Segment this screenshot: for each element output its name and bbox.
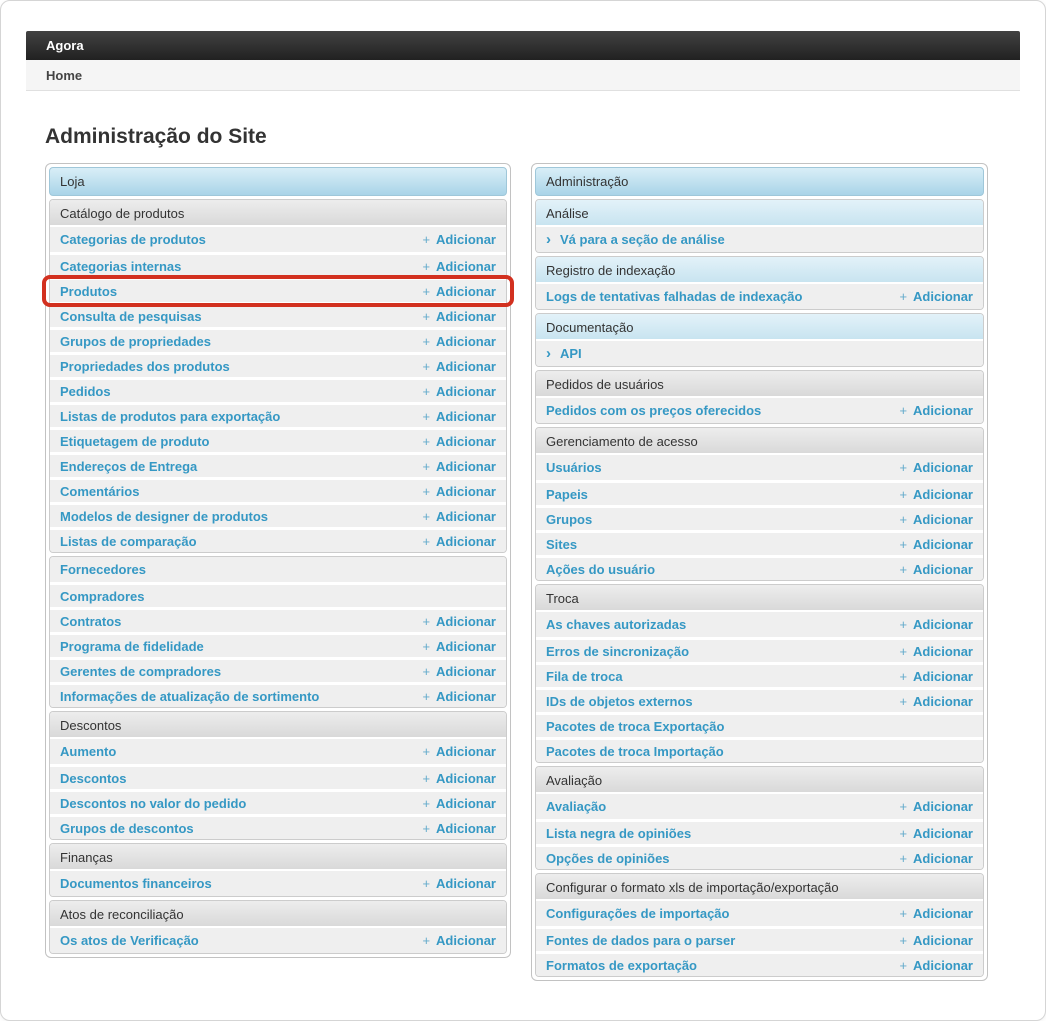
- model-link[interactable]: API: [560, 346, 582, 361]
- model-row-pacotes-de-troca-importa-o: [536, 737, 983, 762]
- model-row-grupos: [536, 505, 983, 530]
- plus-icon: +: [899, 511, 908, 527]
- plus-icon: +: [422, 433, 431, 449]
- model-link[interactable]: Erros de sincronização: [546, 643, 690, 659]
- model-link[interactable]: As chaves autorizadas: [546, 617, 687, 632]
- model-row-configura-es-de-importa-o: [536, 901, 983, 926]
- add-link[interactable]: [422, 334, 496, 349]
- panel-header-loja: Loja: [49, 167, 507, 196]
- plus-icon: +: [422, 820, 431, 836]
- add-link[interactable]: [422, 359, 496, 374]
- add-link[interactable]: [422, 534, 496, 549]
- model-row-fontes-de-dados-para-o-parser: [536, 926, 983, 951]
- model-link[interactable]: Pedidos com os preços oferecidos: [546, 403, 762, 418]
- model-row-produtos: [50, 277, 506, 302]
- model-link[interactable]: Sites: [546, 536, 578, 552]
- add-link[interactable]: [422, 796, 496, 811]
- model-row-descontos: [50, 764, 506, 789]
- add-link[interactable]: [422, 384, 496, 399]
- add-link[interactable]: [899, 562, 973, 577]
- model-row-api: [536, 341, 983, 366]
- model-link[interactable]: Usuários: [546, 460, 602, 475]
- model-row-pedidos-com-os-pre-os-oferecidos: [536, 398, 983, 423]
- plus-icon: +: [422, 458, 431, 474]
- model-link[interactable]: Papeis: [546, 486, 588, 502]
- add-label: Adicionar: [436, 383, 496, 399]
- plus-icon: +: [422, 933, 431, 948]
- model-link[interactable]: Pacotes de troca Exportação: [546, 718, 725, 734]
- add-label: Adicionar: [436, 820, 496, 836]
- section-group-pedidos-de-usu-rios: [535, 370, 984, 424]
- plus-icon: +: [422, 258, 431, 274]
- app-header-bar: [26, 31, 1020, 60]
- model-link[interactable]: Formatos de exportação: [546, 957, 697, 973]
- model-link[interactable]: Grupos de propriedades: [60, 333, 211, 349]
- add-label: Adicionar: [913, 511, 973, 527]
- add-link[interactable]: [422, 821, 496, 836]
- section-header: Gerenciamento de acesso: [536, 428, 983, 455]
- add-link[interactable]: [899, 851, 973, 866]
- model-row-fila-de-troca: [536, 662, 983, 687]
- section-group-troca: [535, 584, 984, 763]
- model-row-gerentes-de-compradores: [50, 657, 506, 682]
- add-label: Adicionar: [436, 483, 496, 499]
- model-link[interactable]: Produtos: [60, 283, 118, 299]
- add-link[interactable]: [422, 614, 496, 629]
- add-label: Adicionar: [913, 957, 973, 973]
- plus-icon: +: [899, 850, 908, 866]
- model-row-aumento: [50, 739, 506, 764]
- section-group-gerenciamento-de-acesso: [535, 427, 984, 581]
- model-link[interactable]: Pedidos: [60, 383, 111, 399]
- model-link[interactable]: Fornecedores: [60, 562, 146, 577]
- panel-administra-o: [531, 163, 988, 981]
- breadcrumb: [26, 60, 1020, 91]
- section-header: Registro de indexação: [536, 257, 983, 284]
- section-header: Avaliação: [536, 767, 983, 794]
- model-link[interactable]: Consulta de pesquisas: [60, 308, 202, 324]
- plus-icon: +: [422, 333, 431, 349]
- plus-icon: +: [899, 799, 908, 814]
- add-link[interactable]: [899, 669, 973, 684]
- model-row-grupos-de-descontos: [50, 814, 506, 839]
- section-group: [49, 556, 507, 708]
- model-row-categorias-de-produtos: [50, 227, 506, 252]
- model-row-modelos-de-designer-de-produtos: [50, 502, 506, 527]
- section-header: Catálogo de produtos: [50, 200, 506, 227]
- model-link[interactable]: Categorias de produtos: [60, 232, 206, 247]
- plus-icon: +: [422, 508, 431, 524]
- add-link[interactable]: [899, 537, 973, 552]
- plus-icon: +: [899, 932, 908, 948]
- add-label: Adicionar: [913, 617, 973, 632]
- model-link[interactable]: Descontos no valor do pedido: [60, 795, 247, 811]
- plus-icon: +: [422, 744, 431, 759]
- section-group-configurar-o-formato-xls-de-importa-o-exporta-o: [535, 873, 984, 977]
- add-link[interactable]: [422, 409, 496, 424]
- plus-icon: +: [899, 668, 908, 684]
- model-row-v-para-a-se-o-de-an-lise: [536, 227, 983, 252]
- add-label: Adicionar: [436, 770, 496, 786]
- add-link[interactable]: [422, 639, 496, 654]
- model-link[interactable]: Lista negra de opiniões: [546, 825, 692, 841]
- section-group-an-lise: [535, 199, 984, 253]
- model-row-fornecedores: [50, 557, 506, 582]
- plus-icon: +: [899, 536, 908, 552]
- model-row-lista-negra-de-opini-es: [536, 819, 983, 844]
- model-link[interactable]: Fila de troca: [546, 668, 623, 684]
- plus-icon: +: [422, 308, 431, 324]
- add-label: Adicionar: [913, 693, 973, 709]
- add-link[interactable]: [422, 509, 496, 524]
- model-link[interactable]: Gerentes de compradores: [60, 663, 222, 679]
- brand-title: Agora: [46, 38, 84, 53]
- dashboard: [1, 163, 1045, 1000]
- add-label: Adicionar: [436, 358, 496, 374]
- add-link[interactable]: [422, 933, 496, 948]
- add-link[interactable]: [899, 487, 973, 502]
- add-link[interactable]: [899, 694, 973, 709]
- add-label: Adicionar: [913, 289, 973, 304]
- model-row-programa-de-fidelidade: [50, 632, 506, 657]
- section-header: Descontos: [50, 712, 506, 739]
- model-row-informa-es-de-atualiza-o-de-sortimento: [50, 682, 506, 707]
- plus-icon: +: [422, 358, 431, 374]
- add-link[interactable]: [422, 459, 496, 474]
- model-row-compradores: [50, 582, 506, 607]
- add-link[interactable]: [422, 259, 496, 274]
- model-link[interactable]: Logs de tentativas falhadas de indexação: [546, 289, 803, 304]
- add-label: Adicionar: [436, 232, 496, 247]
- plus-icon: +: [899, 906, 908, 921]
- plus-icon: +: [422, 876, 431, 891]
- model-row-papeis: [536, 480, 983, 505]
- model-link[interactable]: Contratos: [60, 613, 122, 629]
- section-header: Análise: [536, 200, 983, 227]
- section-group-documenta-o: [535, 313, 984, 367]
- add-label: Adicionar: [436, 744, 496, 759]
- add-link[interactable]: [422, 484, 496, 499]
- plus-icon: +: [422, 232, 431, 247]
- model-row-ids-de-objetos-externos: [536, 687, 983, 712]
- plus-icon: +: [422, 770, 431, 786]
- plus-icon: +: [899, 460, 908, 475]
- add-link[interactable]: [422, 689, 496, 704]
- model-row-etiquetagem-de-produto: [50, 427, 506, 452]
- model-row-descontos-no-valor-do-pedido: [50, 789, 506, 814]
- model-link[interactable]: Documentos financeiros: [60, 876, 212, 891]
- add-label: Adicionar: [436, 333, 496, 349]
- model-row-op-es-de-opini-es: [536, 844, 983, 869]
- model-row-as-chaves-autorizadas: [536, 612, 983, 637]
- model-link[interactable]: Grupos: [546, 511, 593, 527]
- add-label: Adicionar: [436, 258, 496, 274]
- plus-icon: +: [899, 617, 908, 632]
- plus-icon: +: [422, 613, 431, 629]
- plus-icon: +: [899, 561, 908, 577]
- page-title: Administração do Site: [45, 125, 267, 148]
- breadcrumb-home-link[interactable]: Home: [46, 67, 83, 83]
- plus-icon: +: [899, 957, 908, 973]
- add-label: Adicionar: [436, 308, 496, 324]
- add-label: Adicionar: [913, 799, 973, 814]
- plus-icon: +: [422, 408, 431, 424]
- add-label: Adicionar: [913, 403, 973, 418]
- add-label: Adicionar: [913, 643, 973, 659]
- model-row-os-atos-de-verifica-o: [50, 928, 506, 953]
- add-link[interactable]: [899, 617, 973, 632]
- section-group-finan-as: [49, 843, 507, 897]
- model-row-documentos-financeiros: [50, 871, 506, 896]
- model-row-listas-de-produtos-para-exporta-o: [50, 402, 506, 427]
- plus-icon: +: [422, 688, 431, 704]
- model-link[interactable]: IDs de objetos externos: [546, 693, 693, 709]
- add-label: Adicionar: [913, 932, 973, 948]
- model-row-grupos-de-propriedades: [50, 327, 506, 352]
- plus-icon: +: [422, 383, 431, 399]
- plus-icon: +: [899, 403, 908, 418]
- add-link[interactable]: [422, 232, 496, 247]
- add-label: Adicionar: [436, 283, 496, 299]
- add-link[interactable]: [899, 512, 973, 527]
- add-label: Adicionar: [436, 408, 496, 424]
- section-group-registro-de-indexa-o: [535, 256, 984, 310]
- add-label: Adicionar: [913, 486, 973, 502]
- plus-icon: +: [899, 643, 908, 659]
- chevron-right-icon: ›: [546, 345, 551, 362]
- section-header: Configurar o formato xls de importação/exportação: [536, 874, 983, 901]
- model-row-listas-de-compara-o: [50, 527, 506, 552]
- model-link[interactable]: Programa de fidelidade: [60, 638, 204, 654]
- model-row-endere-os-de-entrega: [50, 452, 506, 477]
- model-link[interactable]: Fontes de dados para o parser: [546, 932, 736, 948]
- add-label: Adicionar: [436, 613, 496, 629]
- section-header: Troca: [536, 585, 983, 612]
- add-label: Adicionar: [436, 663, 496, 679]
- plus-icon: +: [422, 283, 431, 299]
- section-group-avalia-o: [535, 766, 984, 870]
- add-label: Adicionar: [436, 876, 496, 891]
- section-header: Pedidos de usuários: [536, 371, 983, 398]
- model-link[interactable]: Propriedades dos produtos: [60, 358, 230, 374]
- add-label: Adicionar: [436, 433, 496, 449]
- add-link[interactable]: [422, 744, 496, 759]
- panel-header-administra-o: Administração: [535, 167, 984, 196]
- model-link[interactable]: Comentários: [60, 483, 140, 499]
- add-link[interactable]: [899, 933, 973, 948]
- add-label: Adicionar: [913, 850, 973, 866]
- add-label: Adicionar: [913, 536, 973, 552]
- model-link[interactable]: Vá para a seção de análise: [560, 232, 725, 247]
- add-label: Adicionar: [913, 906, 973, 921]
- add-label: Adicionar: [913, 668, 973, 684]
- model-row-categorias-internas: [50, 252, 506, 277]
- model-row-avalia-o: [536, 794, 983, 819]
- section-header: Atos de reconciliação: [50, 901, 506, 928]
- plus-icon: +: [422, 795, 431, 811]
- model-row-a-es-do-usu-rio: [536, 555, 983, 580]
- add-label: Adicionar: [436, 458, 496, 474]
- add-link[interactable]: [899, 906, 973, 921]
- model-link[interactable]: Opções de opiniões: [546, 850, 670, 866]
- panel-loja: [45, 163, 511, 958]
- model-row-usu-rios: [536, 455, 983, 480]
- model-link[interactable]: Listas de produtos para exportação: [60, 408, 281, 424]
- plus-icon: +: [422, 483, 431, 499]
- model-row-propriedades-dos-produtos: [50, 352, 506, 377]
- add-label: Adicionar: [436, 508, 496, 524]
- model-link[interactable]: Os atos de Verificação: [60, 933, 199, 948]
- model-link[interactable]: Compradores: [60, 588, 145, 604]
- section-header: Documentação: [536, 314, 983, 341]
- add-link[interactable]: [899, 958, 973, 973]
- add-label: Adicionar: [436, 688, 496, 704]
- add-link[interactable]: [422, 876, 496, 891]
- section-group-atos-de-reconcilia-o: [49, 900, 507, 954]
- plus-icon: +: [422, 638, 431, 654]
- model-row-formatos-de-exporta-o: [536, 951, 983, 976]
- model-link[interactable]: Categorias internas: [60, 258, 182, 274]
- add-label: Adicionar: [436, 638, 496, 654]
- section-group-cat-logo-de-produtos: [49, 199, 507, 553]
- plus-icon: +: [899, 825, 908, 841]
- model-link[interactable]: Informações de atualização de sortimento: [60, 688, 320, 704]
- model-link[interactable]: Listas de comparação: [60, 533, 197, 549]
- model-link[interactable]: Configurações de importação: [546, 906, 730, 921]
- add-label: Adicionar: [913, 460, 973, 475]
- add-link[interactable]: [899, 289, 973, 304]
- model-link[interactable]: Grupos de descontos: [60, 820, 194, 836]
- model-link[interactable]: Descontos: [60, 770, 127, 786]
- model-row-sites: [536, 530, 983, 555]
- model-row-contratos: [50, 607, 506, 632]
- model-row-coment-rios: [50, 477, 506, 502]
- plus-icon: +: [899, 486, 908, 502]
- model-link[interactable]: Avaliação: [546, 799, 607, 814]
- section-group-descontos: [49, 711, 507, 840]
- model-link[interactable]: Etiquetagem de produto: [60, 433, 210, 449]
- model-link[interactable]: Aumento: [60, 744, 117, 759]
- model-row-pedidos: [50, 377, 506, 402]
- add-link[interactable]: [899, 826, 973, 841]
- add-link[interactable]: [899, 460, 973, 475]
- add-link[interactable]: [899, 403, 973, 418]
- add-label: Adicionar: [436, 933, 496, 948]
- model-link[interactable]: Modelos de designer de produtos: [60, 508, 269, 524]
- model-link[interactable]: Ações do usuário: [546, 561, 656, 577]
- add-link[interactable]: [422, 284, 496, 299]
- plus-icon: +: [899, 289, 908, 304]
- add-label: Adicionar: [436, 795, 496, 811]
- add-label: Adicionar: [913, 561, 973, 577]
- add-link[interactable]: [422, 664, 496, 679]
- model-row-erros-de-sincroniza-o: [536, 637, 983, 662]
- plus-icon: +: [422, 533, 431, 549]
- plus-icon: +: [422, 663, 431, 679]
- model-row-logs-de-tentativas-falhadas-de-indexa-o: [536, 284, 983, 309]
- model-link[interactable]: Pacotes de troca Importação: [546, 743, 724, 759]
- add-link[interactable]: [899, 799, 973, 814]
- model-row-pacotes-de-troca-exporta-o: [536, 712, 983, 737]
- model-row-consulta-de-pesquisas: [50, 302, 506, 327]
- add-label: Adicionar: [436, 533, 496, 549]
- add-link[interactable]: [899, 644, 973, 659]
- add-label: Adicionar: [913, 825, 973, 841]
- add-link[interactable]: [422, 434, 496, 449]
- add-link[interactable]: [422, 309, 496, 324]
- add-link[interactable]: [422, 771, 496, 786]
- section-header: Finanças: [50, 844, 506, 871]
- model-link[interactable]: Endereços de Entrega: [60, 458, 198, 474]
- plus-icon: +: [899, 693, 908, 709]
- chevron-right-icon: ›: [546, 231, 551, 248]
